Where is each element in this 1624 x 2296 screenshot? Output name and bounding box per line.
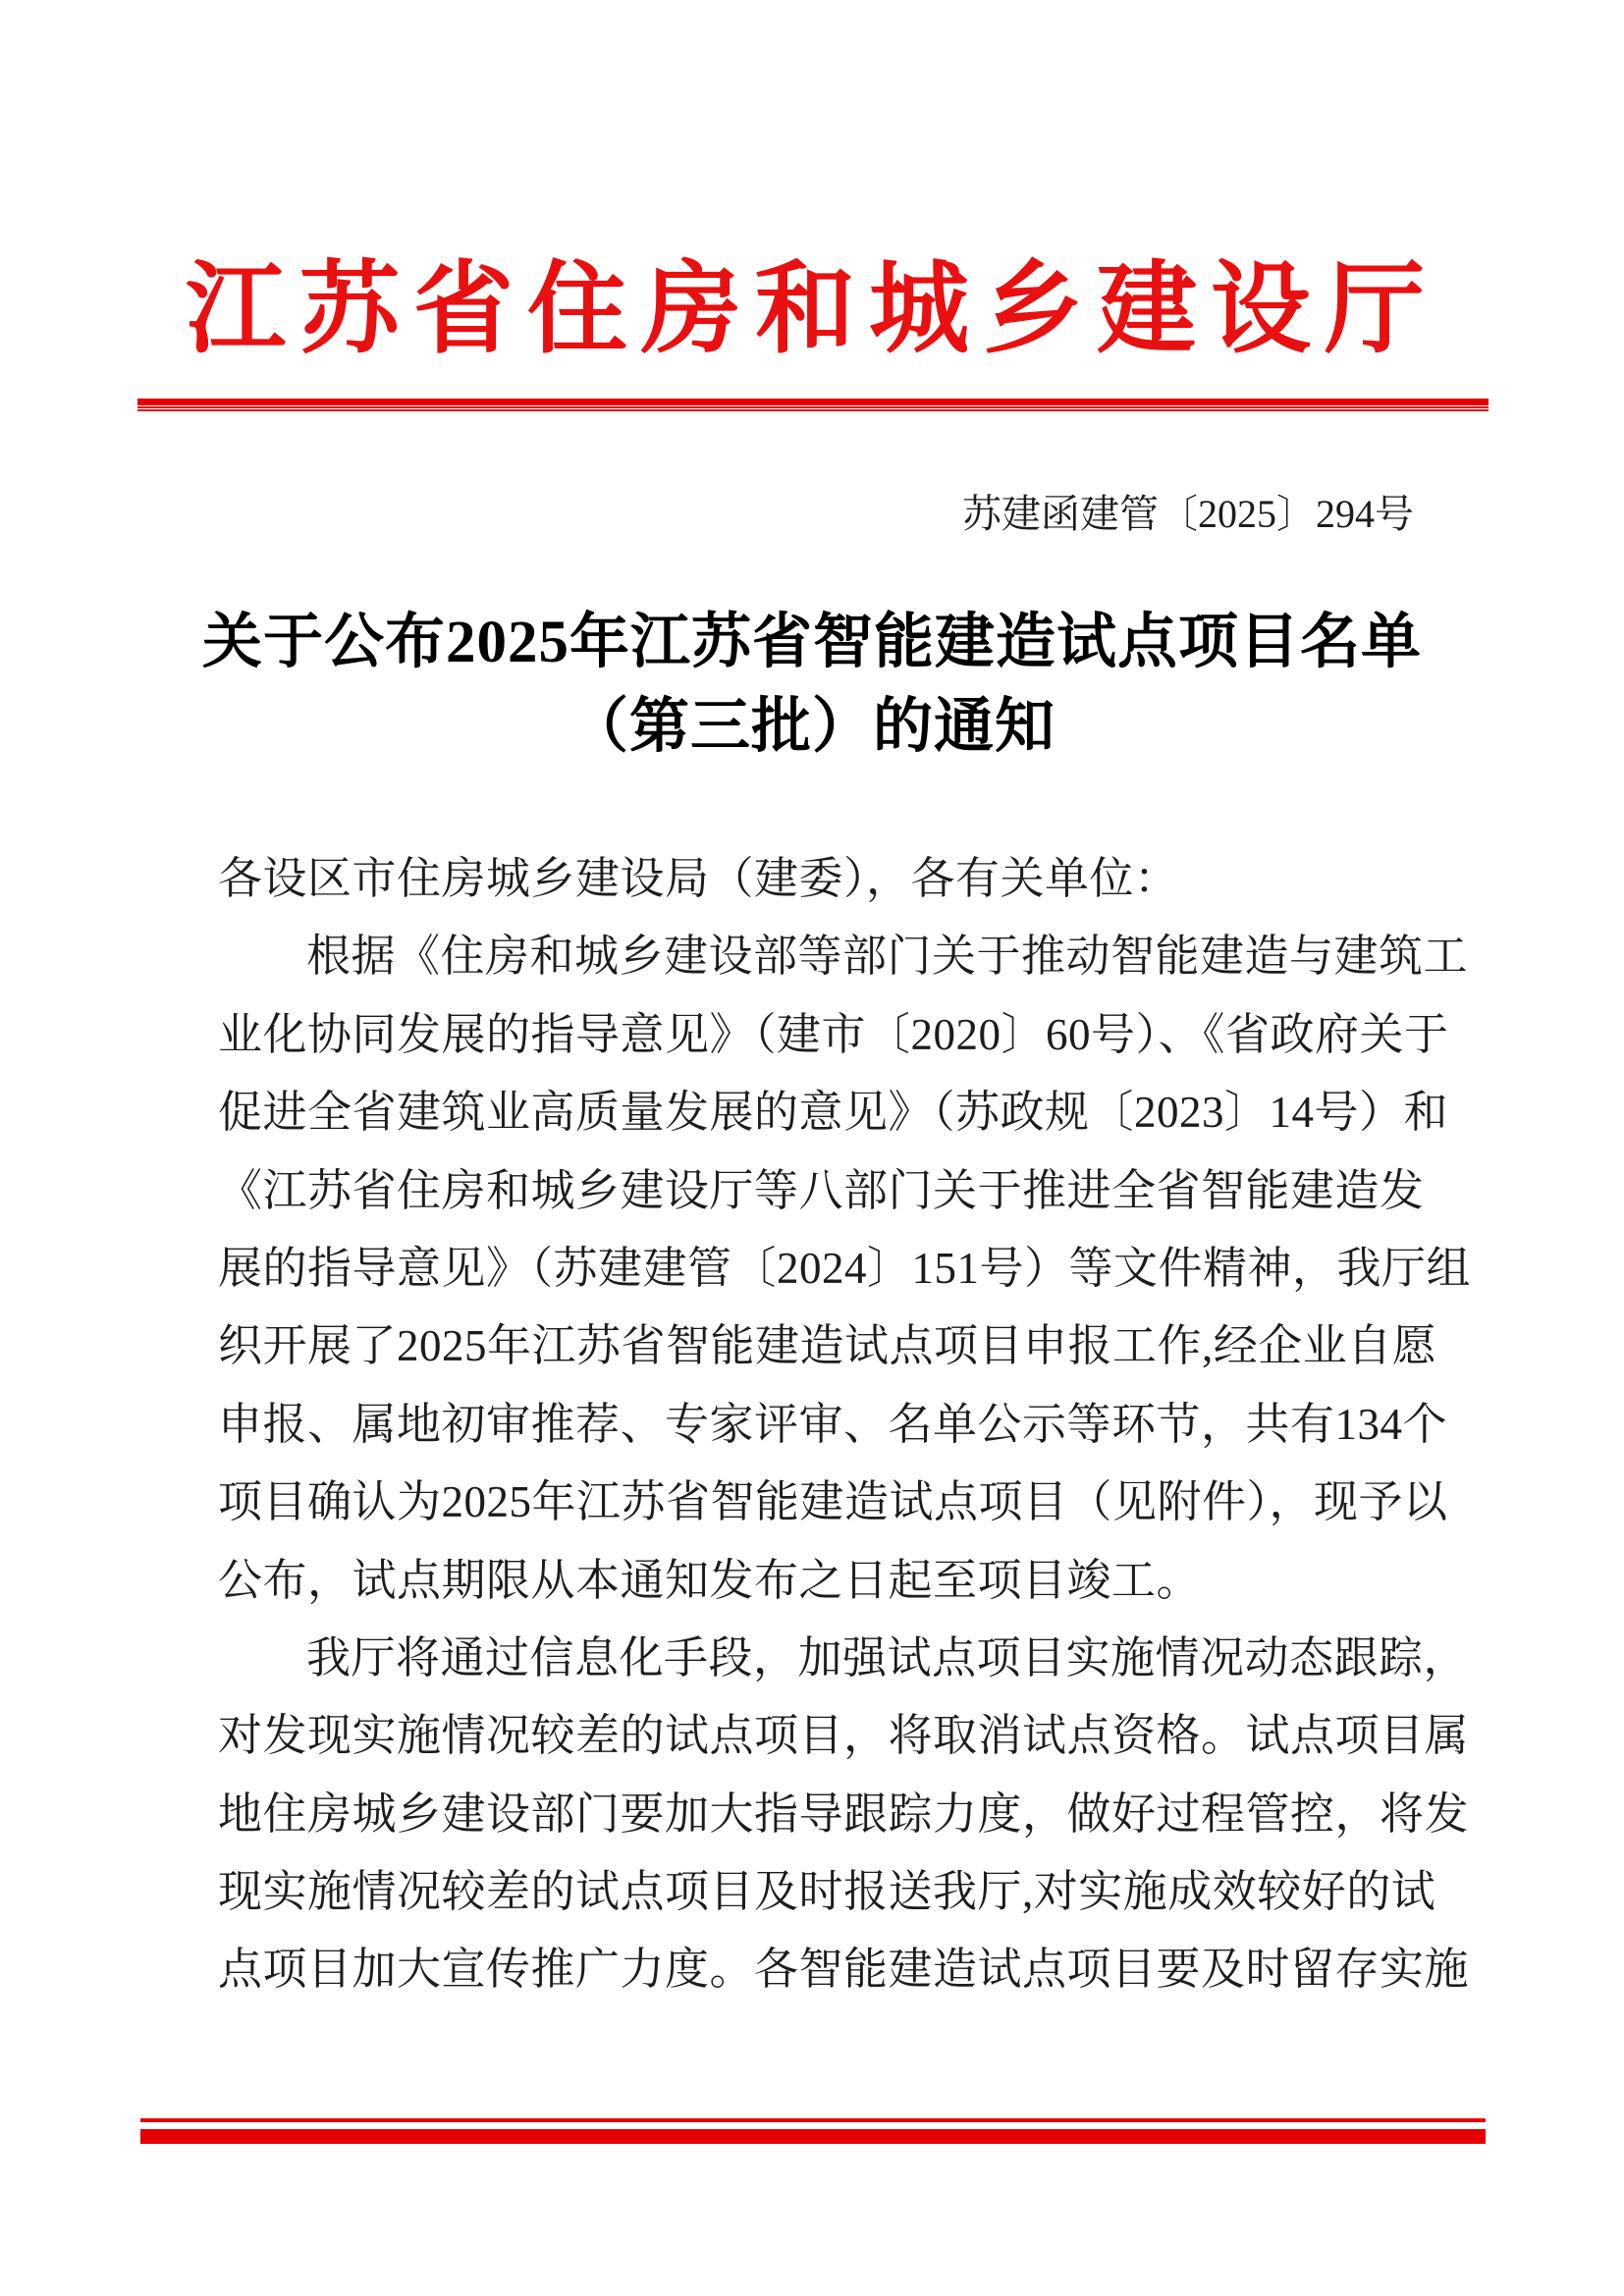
body-line: 现实施情况较差的试点项目及时报送我厅,对实施成效较好的试: [218, 1867, 1436, 1917]
body-line: 业化协同发展的指导意见》（建市〔2020〕60号）、《省政府关于: [218, 1009, 1449, 1059]
notice-title-line2: （第三批）的通知: [568, 694, 1056, 760]
body-line: 织开展了2025年江苏省智能建造试点项目申报工作,经企业自愿: [218, 1321, 1437, 1371]
body-line: 促进全省建筑业高质量发展的意见》（苏政规〔2023〕14号）和: [218, 1088, 1449, 1138]
body-line: 地住房城乡建设部门要加大指导跟踪力度，做好过程管控，将发: [218, 1789, 1470, 1839]
body-line: 对发现实施情况较差的试点项目，将取消试点资格。试点项目属: [218, 1711, 1470, 1761]
body-line: 点项目加大宣传推广力度。各智能建造试点项目要及时留存实施: [218, 1945, 1470, 1995]
footer-rule: [140, 2118, 1486, 2144]
body-line: 《江苏省住房和城乡建设厅等八部门关于推进全省智能建造发: [218, 1165, 1425, 1215]
body-line: 公布，试点期限从本通知发布之日起至项目竣工。: [218, 1555, 1202, 1605]
body-line: 项目确认为2025年江苏省智能建造试点项目（见附件），现予以: [218, 1477, 1448, 1527]
body-line: 申报、属地初审推荐、专家评审、名单公示等环节，共有134个: [218, 1399, 1448, 1449]
body-line: 根据《住房和城乡建设部等部门关于推动智能建造与建筑工: [306, 932, 1469, 982]
body-line: 展的指导意见》（苏建建管〔2024〕151号）等文件精神，我厅组: [218, 1243, 1472, 1293]
body-line: 我厅将通过信息化手段，加强试点项目实施情况动态跟踪，: [306, 1632, 1469, 1682]
notice-title: [0, 601, 1624, 770]
notice-title-line1: 关于公布2025年江苏省智能建造试点项目名单: [201, 610, 1422, 675]
agency-header-title: 江苏省住房和城乡建设厅: [186, 255, 1438, 366]
notice-body: [218, 840, 1472, 2009]
header-divider-rule: [137, 399, 1489, 411]
body-line: 各设区市住房城乡建设局（建委），各有关单位：: [218, 854, 1179, 903]
document-number: 苏建函建管〔2025〕294号: [962, 492, 1414, 536]
